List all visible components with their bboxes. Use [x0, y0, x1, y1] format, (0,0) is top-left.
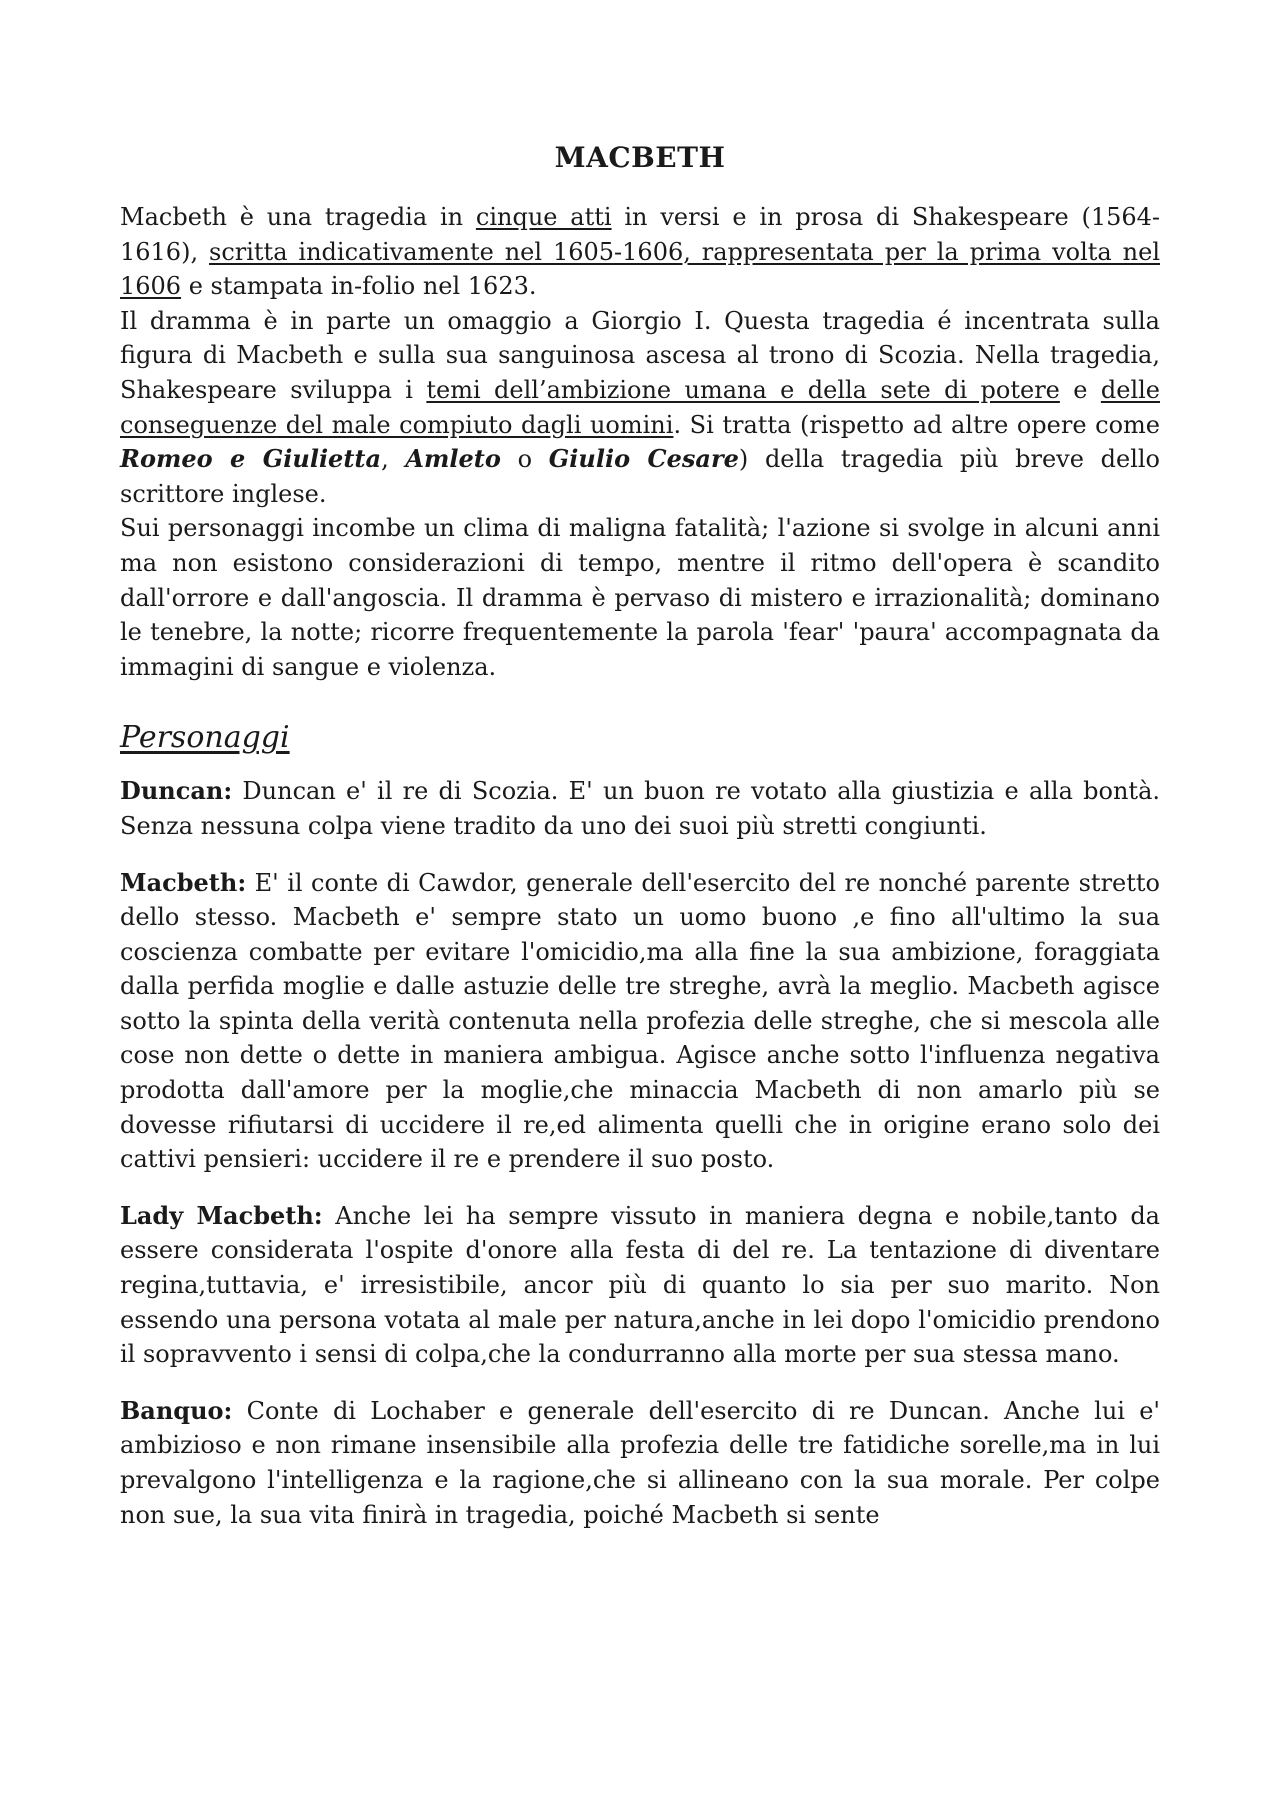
intro-text: Macbeth è una tragedia in	[120, 203, 476, 231]
character-description: Duncan e' il re di Scozia. E' un buon re votato alla giustizia e alla bontà. Senza nessuna colpa viene tradito da uno dei suoi più stretti congiunti.	[120, 777, 1160, 840]
character-name: Banquo:	[120, 1395, 233, 1425]
work-title: Romeo e Giulietta	[120, 444, 382, 474]
character-description: Conte di Lochaber e generale dell'esercito di re Duncan. Anche lui e' ambizioso e non rimane insensibile alla profezia delle tre fatidiche sorelle,ma in lui prevalgono l'intelligenza e la ragione,che si allineano con la sua morale. Per colpe non sue, la sua vita finirà in tragedia, poiché Macbeth si sente	[120, 1396, 1160, 1529]
intro-text: in versi e in prosa di Shakespeare (1564-1616),	[120, 203, 1160, 266]
work-title: Giulio Cesare	[548, 444, 739, 474]
section-heading-personaggi: Personaggi	[120, 720, 290, 756]
intro-paragraph-2	[120, 304, 1160, 512]
character-name: Macbeth:	[120, 867, 247, 897]
character-name: Duncan:	[120, 776, 233, 806]
intro-text: Il dramma è in parte un omaggio a Giorgio I. Questa tragedia é incentrata sulla figura di Macbeth e sulla sua sanguinosa ascesa al trono di Scozia. Nella tragedia, Shakespeare sviluppa i	[120, 306, 1160, 404]
intro-text: o	[500, 445, 549, 474]
intro-text: ,	[381, 445, 406, 474]
character-entry-lady-macbeth	[120, 1199, 1160, 1372]
work-title: Amleto	[405, 444, 501, 474]
document-page	[120, 140, 1160, 1554]
intro-paragraph-1	[120, 200, 1160, 304]
intro-text: e	[1059, 375, 1101, 404]
character-entry-duncan	[120, 774, 1160, 843]
intro-text: e stampata in-folio nel 1623.	[181, 272, 537, 301]
intro-text: . Si tratta (rispetto ad altre opere come	[673, 410, 1160, 439]
underlined-text: delle conseguenze del male compiuto dagli uomini	[120, 375, 1160, 439]
character-entry-macbeth	[120, 866, 1160, 1177]
intro-text: ) della tragedia più breve dello scrittore inglese.	[120, 445, 1160, 508]
underlined-text: temi dell’ambizione umana e della sete di potere	[426, 375, 1060, 404]
intro-paragraph-3: Sui personaggi incombe un clima di maligna fatalità; l'azione si svolge in alcuni anni ma non esistono considerazioni di tempo, mentre il ritmo dell'opera è scandito dall'orrore e dall'angoscia. Il dramma è pervaso di mistero e irrazionalità; dominano le tenebre, la notte; ricorre frequentemente la parola 'fear' 'paura' accompagnata da immagini di sangue e violenza.	[120, 514, 1160, 681]
document-title: MACBETH	[554, 141, 726, 174]
underlined-text: scritta indicativamente nel 1605-1606, rappresentata per la prima volta nel 1606	[120, 237, 1160, 301]
character-description: E' il conte di Cawdor, generale dell'esercito del re nonché parente stretto dello stesso. Macbeth e' sempre stato un uomo buono ,e fino all'ultimo la sua coscienza combatte per evitare l'omicidio,ma alla fine la sua ambizione, foraggiata dalla perfida moglie e dalle astuzie delle tre streghe, avrà la meglio. Macbeth agisce sotto la spinta della verità contenuta nella profezia delle streghe, che si mescola alle cose non dette o dette in maniera ambigua. Agisce anche sotto l'influenza negativa prodotta dall'amore per la moglie,che minaccia Macbeth di non amarlo più se dovesse rifiutarsi di uccidere il re,ed alimenta quelli che in origine erano solo dei cattivi pensieri: uccidere il re e prendere il suo posto.	[120, 868, 1160, 1174]
character-entry-banquo	[120, 1394, 1160, 1532]
character-name: Lady Macbeth:	[120, 1200, 323, 1230]
character-description: Anche lei ha sempre vissuto in maniera degna e nobile,tanto da essere considerata l'ospite d'onore alla festa di del re. La tentazione di diventare regina,tuttavia, e' irresistibile, ancor più di quanto lo sia per suo marito. Non essendo una persona votata al male per natura,anche in lei dopo l'omicidio prendono il sopravvento i sensi di colpa,che la condurranno alla morte per sua stessa mano.	[120, 1201, 1160, 1369]
underlined-text: cinque atti	[475, 203, 612, 231]
